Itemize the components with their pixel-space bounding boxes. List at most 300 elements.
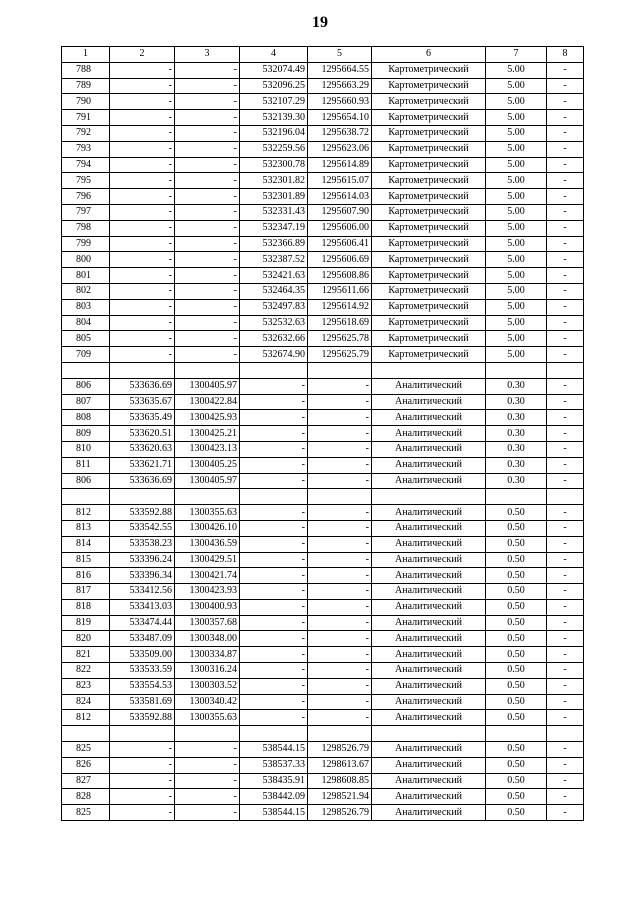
table-cell: 0.30 (486, 441, 547, 457)
table-cell: - (110, 805, 175, 821)
table-cell: 0.50 (486, 757, 547, 773)
table-cell: Картометрический (372, 252, 486, 268)
table-row (62, 347, 584, 363)
table-cell: - (547, 94, 584, 110)
table-cell (486, 726, 547, 742)
table-cell: Картометрический (372, 125, 486, 141)
table-cell: 1295606.00 (308, 220, 372, 236)
table-cell: Аналитический (372, 378, 486, 394)
table-cell: Аналитический (372, 742, 486, 758)
table-cell: - (547, 410, 584, 426)
table-cell: 538544.15 (240, 805, 308, 821)
table-cell: - (547, 757, 584, 773)
table-cell: 5.00 (486, 299, 547, 315)
table-cell: - (308, 378, 372, 394)
table-cell: 1300425.21 (175, 426, 240, 442)
table-cell: Картометрический (372, 110, 486, 126)
table-cell: 817 (62, 584, 110, 600)
table-cell: - (547, 773, 584, 789)
table-row (62, 283, 584, 299)
table-cell: - (547, 125, 584, 141)
table-cell: 1298526.79 (308, 742, 372, 758)
table-cell: 825 (62, 742, 110, 758)
table-cell: 533620.63 (110, 441, 175, 457)
table-cell: - (110, 125, 175, 141)
table-cell: 0.50 (486, 552, 547, 568)
table-row (62, 299, 584, 315)
table-cell: 1295660.93 (308, 94, 372, 110)
table-cell: - (240, 663, 308, 679)
table-cell: - (240, 505, 308, 521)
table-cell (486, 362, 547, 378)
table-cell: - (308, 599, 372, 615)
table-cell: Аналитический (372, 410, 486, 426)
table-cell: 5.00 (486, 110, 547, 126)
table-row (62, 378, 584, 394)
table-cell: - (308, 694, 372, 710)
table-cell: 797 (62, 204, 110, 220)
table-cell: 0.50 (486, 773, 547, 789)
table-row (62, 94, 584, 110)
table-cell: Аналитический (372, 757, 486, 773)
table-row (62, 204, 584, 220)
table-cell: 1295663.29 (308, 78, 372, 94)
table-cell: 538435.91 (240, 773, 308, 789)
table-cell: 1300421.74 (175, 568, 240, 584)
table-row (62, 805, 584, 821)
table-cell: 532301.82 (240, 173, 308, 189)
table-cell: - (547, 157, 584, 173)
table-row (62, 268, 584, 284)
table-cell: Аналитический (372, 631, 486, 647)
table-cell: Аналитический (372, 520, 486, 536)
table-cell: - (240, 520, 308, 536)
column-header-8: 8 (547, 47, 584, 63)
table-cell: Аналитический (372, 505, 486, 521)
table-cell: - (175, 141, 240, 157)
table-cell: 1295654.10 (308, 110, 372, 126)
table-cell: 788 (62, 62, 110, 78)
table-cell: 1300334.87 (175, 647, 240, 663)
table-cell: 532096.25 (240, 78, 308, 94)
table-cell: Картометрический (372, 62, 486, 78)
table-cell: Картометрический (372, 141, 486, 157)
table-cell: 0.30 (486, 378, 547, 394)
table-row (62, 584, 584, 600)
table-cell: - (110, 283, 175, 299)
table-cell: - (240, 426, 308, 442)
table-cell: - (175, 173, 240, 189)
table-row (62, 362, 584, 378)
table-cell: 805 (62, 331, 110, 347)
table-cell: Аналитический (372, 584, 486, 600)
table-cell (486, 489, 547, 505)
table-cell (62, 489, 110, 505)
table-cell: - (240, 710, 308, 726)
table-cell: 532301.89 (240, 189, 308, 205)
table-cell: Аналитический (372, 805, 486, 821)
table-cell: 532300.78 (240, 157, 308, 173)
table-cell (110, 362, 175, 378)
table-cell: - (175, 252, 240, 268)
table-row (62, 457, 584, 473)
table-cell: 5.00 (486, 283, 547, 299)
table-cell: 538442.09 (240, 789, 308, 805)
table-cell: - (547, 710, 584, 726)
table-row (62, 410, 584, 426)
table-cell: - (547, 315, 584, 331)
table-cell: 0.50 (486, 584, 547, 600)
table-cell: Картометрический (372, 331, 486, 347)
table-cell: 811 (62, 457, 110, 473)
table-cell: - (547, 599, 584, 615)
table-row (62, 489, 584, 505)
table-cell (175, 489, 240, 505)
table-cell (547, 362, 584, 378)
table-cell: 533636.69 (110, 473, 175, 489)
table-cell: 532331.43 (240, 204, 308, 220)
table-cell: - (308, 710, 372, 726)
table-cell: 533554.53 (110, 678, 175, 694)
table-cell: 0.50 (486, 568, 547, 584)
table-cell: 532532.63 (240, 315, 308, 331)
table-cell: Аналитический (372, 552, 486, 568)
table-cell: 532259.56 (240, 141, 308, 157)
table-cell: 0.50 (486, 520, 547, 536)
table-cell: 1298526.79 (308, 805, 372, 821)
column-header-3: 3 (175, 47, 240, 63)
table-cell: 802 (62, 283, 110, 299)
table-cell: - (547, 394, 584, 410)
table-cell: 827 (62, 773, 110, 789)
column-header-1: 1 (62, 47, 110, 63)
table-cell: 533538.23 (110, 536, 175, 552)
table-cell: Аналитический (372, 694, 486, 710)
table-cell: - (175, 78, 240, 94)
table-cell: 1300303.52 (175, 678, 240, 694)
table-cell: 795 (62, 173, 110, 189)
table-cell: Картометрический (372, 78, 486, 94)
table-cell: Аналитический (372, 773, 486, 789)
table-cell: Картометрический (372, 315, 486, 331)
table-cell: - (308, 520, 372, 536)
table-row (62, 726, 584, 742)
table-cell: 803 (62, 299, 110, 315)
table-cell: - (547, 678, 584, 694)
table-cell: - (110, 789, 175, 805)
table-cell: 0.50 (486, 678, 547, 694)
table-cell: - (240, 441, 308, 457)
table-cell: - (110, 173, 175, 189)
table-cell: 709 (62, 347, 110, 363)
table-cell: - (175, 299, 240, 315)
table-body (62, 62, 584, 820)
table-cell: 5.00 (486, 125, 547, 141)
table-cell: Картометрический (372, 347, 486, 363)
table-cell: - (240, 552, 308, 568)
table-cell (240, 489, 308, 505)
table-row (62, 236, 584, 252)
table-cell: - (240, 457, 308, 473)
table-cell: Картометрический (372, 236, 486, 252)
table-cell: 0.50 (486, 647, 547, 663)
table-cell: Картометрический (372, 283, 486, 299)
table-cell: 5.00 (486, 252, 547, 268)
table-cell: 533474.44 (110, 615, 175, 631)
table-cell: - (547, 663, 584, 679)
table-cell: - (547, 457, 584, 473)
table-cell: 816 (62, 568, 110, 584)
table-cell: 826 (62, 757, 110, 773)
table-cell: - (240, 378, 308, 394)
table-row (62, 647, 584, 663)
table-cell (110, 726, 175, 742)
table-row (62, 173, 584, 189)
table-cell: 806 (62, 378, 110, 394)
table-cell: 532074.49 (240, 62, 308, 78)
table-row (62, 678, 584, 694)
table-cell (62, 726, 110, 742)
table-cell: - (175, 157, 240, 173)
table-cell: - (175, 315, 240, 331)
table-cell: - (240, 694, 308, 710)
table-cell: - (110, 315, 175, 331)
table-cell: 533413.03 (110, 599, 175, 615)
table-row (62, 441, 584, 457)
table-cell: 789 (62, 78, 110, 94)
table-row (62, 189, 584, 205)
table-cell: 0.50 (486, 789, 547, 805)
table-cell: 1295611.66 (308, 283, 372, 299)
table-cell: 822 (62, 663, 110, 679)
table-cell: 0.30 (486, 394, 547, 410)
table-cell: - (308, 663, 372, 679)
table-cell: 1300423.93 (175, 584, 240, 600)
table-cell: 533412.56 (110, 584, 175, 600)
table-cell: - (547, 694, 584, 710)
table-cell: - (240, 678, 308, 694)
table-cell: 0.50 (486, 742, 547, 758)
table-cell: 790 (62, 94, 110, 110)
table-cell: Аналитический (372, 678, 486, 694)
table-cell (372, 362, 486, 378)
table-cell: 1298521.94 (308, 789, 372, 805)
table-cell: - (175, 773, 240, 789)
table-cell (110, 489, 175, 505)
table-row (62, 331, 584, 347)
table-cell: - (547, 204, 584, 220)
table-row (62, 110, 584, 126)
table-cell: 791 (62, 110, 110, 126)
table-header-row (62, 47, 584, 63)
table-row (62, 62, 584, 78)
table-cell: 823 (62, 678, 110, 694)
table-cell: - (308, 647, 372, 663)
table-row (62, 742, 584, 758)
table-cell: 0.50 (486, 536, 547, 552)
table-cell: 5.00 (486, 189, 547, 205)
table-cell: - (308, 473, 372, 489)
table-cell: 1300429.51 (175, 552, 240, 568)
table-cell: 1300422.84 (175, 394, 240, 410)
table-cell: 1300400.93 (175, 599, 240, 615)
table-row (62, 568, 584, 584)
table-cell: Картометрический (372, 157, 486, 173)
table-row (62, 157, 584, 173)
table-cell: 1300426.10 (175, 520, 240, 536)
table-cell: 1298613.67 (308, 757, 372, 773)
table-cell (175, 726, 240, 742)
table-cell: - (175, 189, 240, 205)
column-header-2: 2 (110, 47, 175, 63)
table-cell: 5.00 (486, 157, 547, 173)
table-cell: Аналитический (372, 710, 486, 726)
table-cell: 538544.15 (240, 742, 308, 758)
table-cell: - (547, 789, 584, 805)
table-cell: Аналитический (372, 426, 486, 442)
table-cell: - (240, 584, 308, 600)
table-cell: 533533.59 (110, 663, 175, 679)
table-cell: 1300405.25 (175, 457, 240, 473)
table-cell: - (547, 331, 584, 347)
table-row (62, 599, 584, 615)
table-cell: 0.30 (486, 410, 547, 426)
table-cell: 0.30 (486, 473, 547, 489)
table-cell: 807 (62, 394, 110, 410)
table-cell: Аналитический (372, 647, 486, 663)
table-cell: - (175, 805, 240, 821)
table-cell: Аналитический (372, 615, 486, 631)
table-cell: 5.00 (486, 141, 547, 157)
table-cell: 0.50 (486, 505, 547, 521)
table-cell: 0.50 (486, 631, 547, 647)
table-cell (547, 726, 584, 742)
table-row (62, 473, 584, 489)
table-cell: 532632.66 (240, 331, 308, 347)
table-cell: 812 (62, 505, 110, 521)
table-cell: 1295606.41 (308, 236, 372, 252)
table-cell: Аналитический (372, 536, 486, 552)
table-cell: 1300423.13 (175, 441, 240, 457)
table-cell: - (547, 473, 584, 489)
table-cell: - (547, 220, 584, 236)
table-cell: 1300436.59 (175, 536, 240, 552)
table-cell: 532139.30 (240, 110, 308, 126)
table-row (62, 789, 584, 805)
table-cell: - (547, 568, 584, 584)
table-cell: - (547, 631, 584, 647)
table-cell: 533396.24 (110, 552, 175, 568)
table-cell: - (110, 742, 175, 758)
table-cell: - (110, 62, 175, 78)
table-cell: - (308, 552, 372, 568)
table-cell: - (547, 189, 584, 205)
table-cell: 820 (62, 631, 110, 647)
table-cell: 533635.49 (110, 410, 175, 426)
table-cell: - (547, 173, 584, 189)
table-cell: 1295625.78 (308, 331, 372, 347)
table-cell: Аналитический (372, 394, 486, 410)
table-cell: 801 (62, 268, 110, 284)
table-row (62, 536, 584, 552)
table-cell: Аналитический (372, 441, 486, 457)
table-cell: - (547, 441, 584, 457)
table-cell: Картометрический (372, 268, 486, 284)
table-row (62, 663, 584, 679)
table-row (62, 220, 584, 236)
table-cell: 0.50 (486, 663, 547, 679)
table-row (62, 141, 584, 157)
table-cell: - (110, 331, 175, 347)
table-cell: - (175, 742, 240, 758)
table-cell: - (308, 631, 372, 647)
table-cell: - (110, 757, 175, 773)
table-row (62, 552, 584, 568)
table-row (62, 631, 584, 647)
table-row (62, 426, 584, 442)
table-cell: Картометрический (372, 189, 486, 205)
table-cell (372, 489, 486, 505)
table-cell: 533509.00 (110, 647, 175, 663)
table-cell (240, 726, 308, 742)
table-cell: 798 (62, 220, 110, 236)
table-row (62, 694, 584, 710)
table-cell (372, 726, 486, 742)
table-cell: Картометрический (372, 220, 486, 236)
table-cell: 1300316.24 (175, 663, 240, 679)
table-cell: - (175, 757, 240, 773)
table-cell: - (110, 252, 175, 268)
table-cell: - (240, 394, 308, 410)
table-cell (240, 362, 308, 378)
table-row (62, 773, 584, 789)
table-cell: - (547, 268, 584, 284)
table-cell: - (110, 220, 175, 236)
table-cell: 1295606.69 (308, 252, 372, 268)
table-cell: - (110, 78, 175, 94)
table-cell: - (547, 378, 584, 394)
table-cell: 821 (62, 647, 110, 663)
page-number: 19 (312, 14, 328, 31)
table-cell: - (175, 62, 240, 78)
table-cell: - (240, 410, 308, 426)
table-cell: - (175, 347, 240, 363)
table-cell: - (308, 394, 372, 410)
table-cell: - (308, 457, 372, 473)
table-cell (175, 362, 240, 378)
table-cell: - (547, 236, 584, 252)
table-cell: - (240, 599, 308, 615)
table-cell: - (240, 631, 308, 647)
table-cell: 5.00 (486, 315, 547, 331)
table-cell: - (308, 441, 372, 457)
table-cell: 806 (62, 473, 110, 489)
table-cell: 532107.29 (240, 94, 308, 110)
table-cell: - (547, 283, 584, 299)
table-cell: 815 (62, 552, 110, 568)
column-header-4: 4 (240, 47, 308, 63)
table-cell: 532366.89 (240, 236, 308, 252)
table-cell: 828 (62, 789, 110, 805)
table-cell: - (547, 520, 584, 536)
table-cell: - (308, 678, 372, 694)
table-cell: - (110, 157, 175, 173)
table-cell: 813 (62, 520, 110, 536)
table-cell: Картометрический (372, 299, 486, 315)
table-cell: 824 (62, 694, 110, 710)
table-cell: 809 (62, 426, 110, 442)
table-cell: 532387.52 (240, 252, 308, 268)
